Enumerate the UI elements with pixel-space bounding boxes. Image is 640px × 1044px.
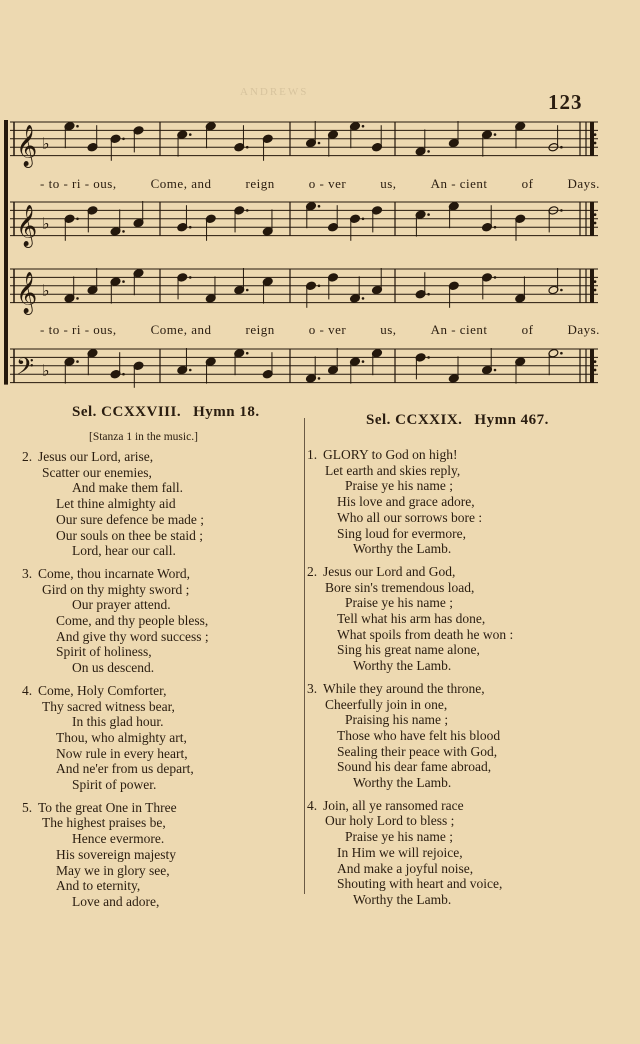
stanza <box>22 800 209 910</box>
verse-line <box>22 480 209 496</box>
repeat-dot <box>594 142 597 145</box>
verse-text: Sing loud for evermore, <box>337 525 466 541</box>
verse-line <box>22 761 209 777</box>
lyric-word: An - cient <box>430 322 488 337</box>
verse-line <box>22 449 209 465</box>
verse-text: While they around the throne, <box>323 680 485 696</box>
verse-line <box>22 496 209 512</box>
verse-text: Worthy the Lamb. <box>353 658 452 674</box>
dot <box>246 289 249 292</box>
dot <box>494 133 497 136</box>
dot <box>76 360 79 363</box>
lyric-word: o - ver <box>308 322 347 337</box>
lyric-word: Come, and <box>150 322 212 337</box>
verse-text: Scatter our enemies, <box>42 464 152 480</box>
lyric-word: An - cient <box>430 176 488 191</box>
verse-line <box>22 465 209 481</box>
verse-text: Worthy the Lamb. <box>353 891 452 907</box>
flat-sign-icon: ♭ <box>42 134 50 154</box>
verse-text: Sealing their peace with God, <box>337 743 498 759</box>
final-bar-thick <box>590 269 594 303</box>
verse-text: Praise ye his name ; <box>345 829 453 845</box>
dot <box>362 218 365 221</box>
verse-line <box>22 878 209 894</box>
verse-line <box>22 644 209 660</box>
dot <box>362 360 365 363</box>
verse-line <box>307 775 513 791</box>
verse-line <box>307 541 513 557</box>
dot <box>494 276 497 279</box>
verse-text: In this glad hour. <box>72 714 164 730</box>
verse-text: And make a joyful noise, <box>337 860 474 876</box>
verse-text: Jesus our Lord, arise, <box>38 449 154 464</box>
verse-line <box>307 642 513 658</box>
verse-text: And give thy word success ; <box>56 628 209 644</box>
verse-text: The highest praises be, <box>42 815 166 831</box>
verse-text: Our holy Lord to bless ; <box>325 813 455 829</box>
lyrics-upper <box>40 176 600 192</box>
dot <box>560 289 563 292</box>
verse-line <box>22 543 209 559</box>
stanza-number: 2. <box>307 563 318 579</box>
verse-text: And ne'er from us depart, <box>56 761 194 777</box>
verse-text: Join, all ye ransomed race <box>323 797 464 813</box>
stanza <box>307 798 513 908</box>
dot <box>122 230 125 233</box>
verse-text: Lord, hear our call. <box>72 543 176 559</box>
lyric-word: of <box>521 176 534 191</box>
verse-line <box>307 580 513 596</box>
verse-line <box>22 714 209 730</box>
verse-text: Shouting with heart and voice, <box>337 876 503 892</box>
dot <box>560 352 563 355</box>
verse-line <box>307 798 513 814</box>
flat-sign-icon: ♭ <box>42 214 50 234</box>
lyric-word: reign <box>245 176 275 191</box>
repeat-dot <box>594 222 597 225</box>
verse-text: Sing his great name alone, <box>337 642 480 658</box>
verse-line <box>307 845 513 861</box>
verse-line <box>307 611 513 627</box>
verse-line <box>22 847 209 863</box>
verse-text: Thou, who almighty art, <box>56 729 187 745</box>
flat-sign-icon: ♭ <box>42 281 50 301</box>
right-heading <box>366 412 549 429</box>
verse-text: His sovereign majesty <box>56 846 176 862</box>
verse-line <box>307 892 513 908</box>
verse-line <box>307 861 513 877</box>
left-hymn-text <box>22 449 209 917</box>
repeat-dot <box>594 213 597 216</box>
verse-line <box>22 831 209 847</box>
verse-text: Those who have felt his blood <box>337 727 501 743</box>
dot <box>494 226 497 229</box>
verse-text: Cheerfully join in one, <box>325 696 448 712</box>
verse-line <box>22 582 209 598</box>
verse-line <box>307 681 513 697</box>
verse-text: Worthy the Lamb. <box>353 541 452 557</box>
verse-text: Sound his dear fame abroad, <box>337 759 492 775</box>
dot <box>362 297 365 300</box>
repeat-dot <box>594 289 597 292</box>
dot <box>318 205 321 208</box>
lyric-word: - to - ri - ous, <box>40 322 117 337</box>
verse-line <box>22 863 209 879</box>
verse-text: Our prayer attend. <box>72 597 171 613</box>
verse-text: To the great One in Three <box>38 799 177 815</box>
verse-line <box>22 815 209 831</box>
verse-text: In Him we will rejoice, <box>337 844 463 860</box>
verse-line <box>307 712 513 728</box>
verse-line <box>307 595 513 611</box>
stanza-number: 3. <box>307 680 318 696</box>
bleed-through-text: ANDREWS <box>240 86 309 98</box>
verse-text: Worthy the Lamb. <box>353 775 452 791</box>
verse-text: May we in glory see, <box>56 862 170 878</box>
dot <box>362 125 365 128</box>
dot <box>427 293 430 296</box>
verse-line <box>22 629 209 645</box>
verse-line <box>307 876 513 892</box>
stanza <box>22 683 209 793</box>
stanza <box>307 564 513 674</box>
repeat-dot <box>594 360 597 363</box>
lyric-word: of <box>521 322 534 337</box>
column-divider <box>304 418 305 894</box>
verse-line <box>307 829 513 845</box>
verse-line <box>307 813 513 829</box>
dot <box>189 133 192 136</box>
page-number: 123 <box>548 90 583 114</box>
dot <box>246 146 249 149</box>
stanza <box>307 447 513 557</box>
verse-text: Who all our sorrows bore : <box>337 509 483 525</box>
verse-text: Now rule in every heart, <box>56 745 188 761</box>
verse-line <box>22 777 209 793</box>
verse-line <box>307 728 513 744</box>
verse-line <box>22 699 209 715</box>
dot <box>246 352 249 355</box>
stanza-number: 2. <box>22 449 33 464</box>
verse-line <box>22 512 209 528</box>
verse-text: Praising his name ; <box>345 712 449 728</box>
verse-text: Our souls on thee be staid ; <box>56 527 203 543</box>
verse-line <box>307 627 513 643</box>
dot <box>560 209 563 212</box>
verse-line <box>22 683 209 699</box>
bass-clef-icon: 𝄢 <box>16 352 35 386</box>
music-score <box>0 0 640 400</box>
verse-line <box>22 894 209 910</box>
lyric-word: us, <box>380 176 397 191</box>
dot <box>246 209 249 212</box>
treble-clef-icon: 𝄞 <box>16 272 38 314</box>
dot <box>427 356 430 359</box>
stanza-number: 1. <box>307 447 318 462</box>
dot <box>122 138 125 141</box>
dot <box>427 150 430 153</box>
verse-text: Come, Holy Comforter, <box>38 682 167 698</box>
lyric-word: o - ver <box>308 176 347 191</box>
verse-text: His love and grace adore, <box>337 494 475 510</box>
verse-text: On us descend. <box>72 660 155 676</box>
dot <box>76 297 79 300</box>
stanza-number: 4. <box>22 682 33 698</box>
lyric-word: us, <box>380 322 397 337</box>
dot <box>76 218 79 221</box>
dot <box>318 285 321 288</box>
verse-text: Let earth and skies reply, <box>325 462 461 478</box>
verse-text: Praise ye his name ; <box>345 595 453 611</box>
verse-text: Jesus our Lord and God, <box>323 563 456 579</box>
stanza-note: [Stanza 1 in the music.] <box>89 431 198 443</box>
dot <box>494 369 497 372</box>
dot <box>122 373 125 376</box>
dot <box>189 276 192 279</box>
left-hymn-number: Hymn 18. <box>193 404 260 420</box>
verse-line <box>22 660 209 676</box>
final-bar-thick <box>590 122 594 156</box>
verse-text: Love and adore, <box>72 893 160 909</box>
repeat-dot <box>594 369 597 372</box>
verse-text: Tell what his arm has done, <box>337 611 486 627</box>
verse-line <box>22 800 209 816</box>
verse-text: Spirit of power. <box>72 777 157 793</box>
repeat-dot <box>594 280 597 283</box>
dot <box>427 213 430 216</box>
treble-clef-icon: 𝄞 <box>16 205 38 247</box>
stanza-number: 3. <box>22 565 33 581</box>
verse-line <box>307 510 513 526</box>
verse-line <box>307 447 513 463</box>
repeat-dot <box>594 133 597 136</box>
verse-line <box>22 566 209 582</box>
verse-text: Hence evermore. <box>72 831 165 847</box>
stanza-number: 4. <box>307 797 318 813</box>
dot <box>189 226 192 229</box>
verse-line <box>22 613 209 629</box>
stanza <box>22 566 209 676</box>
dot <box>560 146 563 149</box>
verse-line <box>307 744 513 760</box>
verse-line <box>307 658 513 674</box>
verse-line <box>307 526 513 542</box>
verse-line <box>307 564 513 580</box>
lyric-word: reign <box>245 322 275 337</box>
dot <box>189 369 192 372</box>
left-heading <box>72 404 260 421</box>
verse-text: Come, thou incarnate Word, <box>38 565 191 581</box>
final-bar-thick <box>590 202 594 236</box>
lyric-word: Come, and <box>150 176 212 191</box>
verse-text: Praise ye his name ; <box>345 478 453 494</box>
verse-line <box>307 478 513 494</box>
final-bar-thick <box>590 349 594 383</box>
verse-line <box>22 597 209 613</box>
left-selection-number: Sel. CCXXVIII. <box>72 404 182 420</box>
right-selection-number: Sel. CCXXIX. <box>366 412 463 428</box>
verse-text: Come, and thy people bless, <box>56 613 209 629</box>
verse-text: Spirit of holiness, <box>56 644 152 660</box>
verse-text: Gird on thy mighty sword ; <box>42 581 190 597</box>
lyric-word: - to - ri - ous, <box>40 176 117 191</box>
verse-line <box>307 759 513 775</box>
verse-line <box>307 494 513 510</box>
verse-line <box>22 746 209 762</box>
lyrics-lower <box>40 322 600 338</box>
flat-sign-icon: ♭ <box>42 361 50 381</box>
right-hymn-number: Hymn 467. <box>474 412 549 428</box>
verse-text: Bore sin's tremendous load, <box>325 579 475 595</box>
lyric-word: Days. <box>567 176 600 191</box>
stanza <box>22 449 209 559</box>
dot <box>76 125 79 128</box>
verse-text: What spoils from death he won : <box>337 626 514 642</box>
verse-line <box>22 528 209 544</box>
verse-text: Let thine almighty aid <box>56 496 176 512</box>
verse-text: GLORY to God on high! <box>323 447 458 462</box>
dot <box>318 377 321 380</box>
verse-text: Thy sacred witness bear, <box>42 698 175 714</box>
verse-text: Our sure defence be made ; <box>56 511 205 527</box>
verse-text: And make them fall. <box>72 480 183 496</box>
verse-line <box>307 697 513 713</box>
verse-text: And to eternity, <box>56 878 141 894</box>
verse-line <box>22 730 209 746</box>
verse-line <box>307 463 513 479</box>
treble-clef-icon: 𝄞 <box>16 125 38 167</box>
dot <box>318 142 321 145</box>
stanza <box>307 681 513 791</box>
right-hymn-text <box>307 447 513 915</box>
dot <box>122 280 125 283</box>
system-bracket <box>4 120 8 385</box>
lyric-word: Days. <box>567 322 600 337</box>
stanza-number: 5. <box>22 799 33 815</box>
